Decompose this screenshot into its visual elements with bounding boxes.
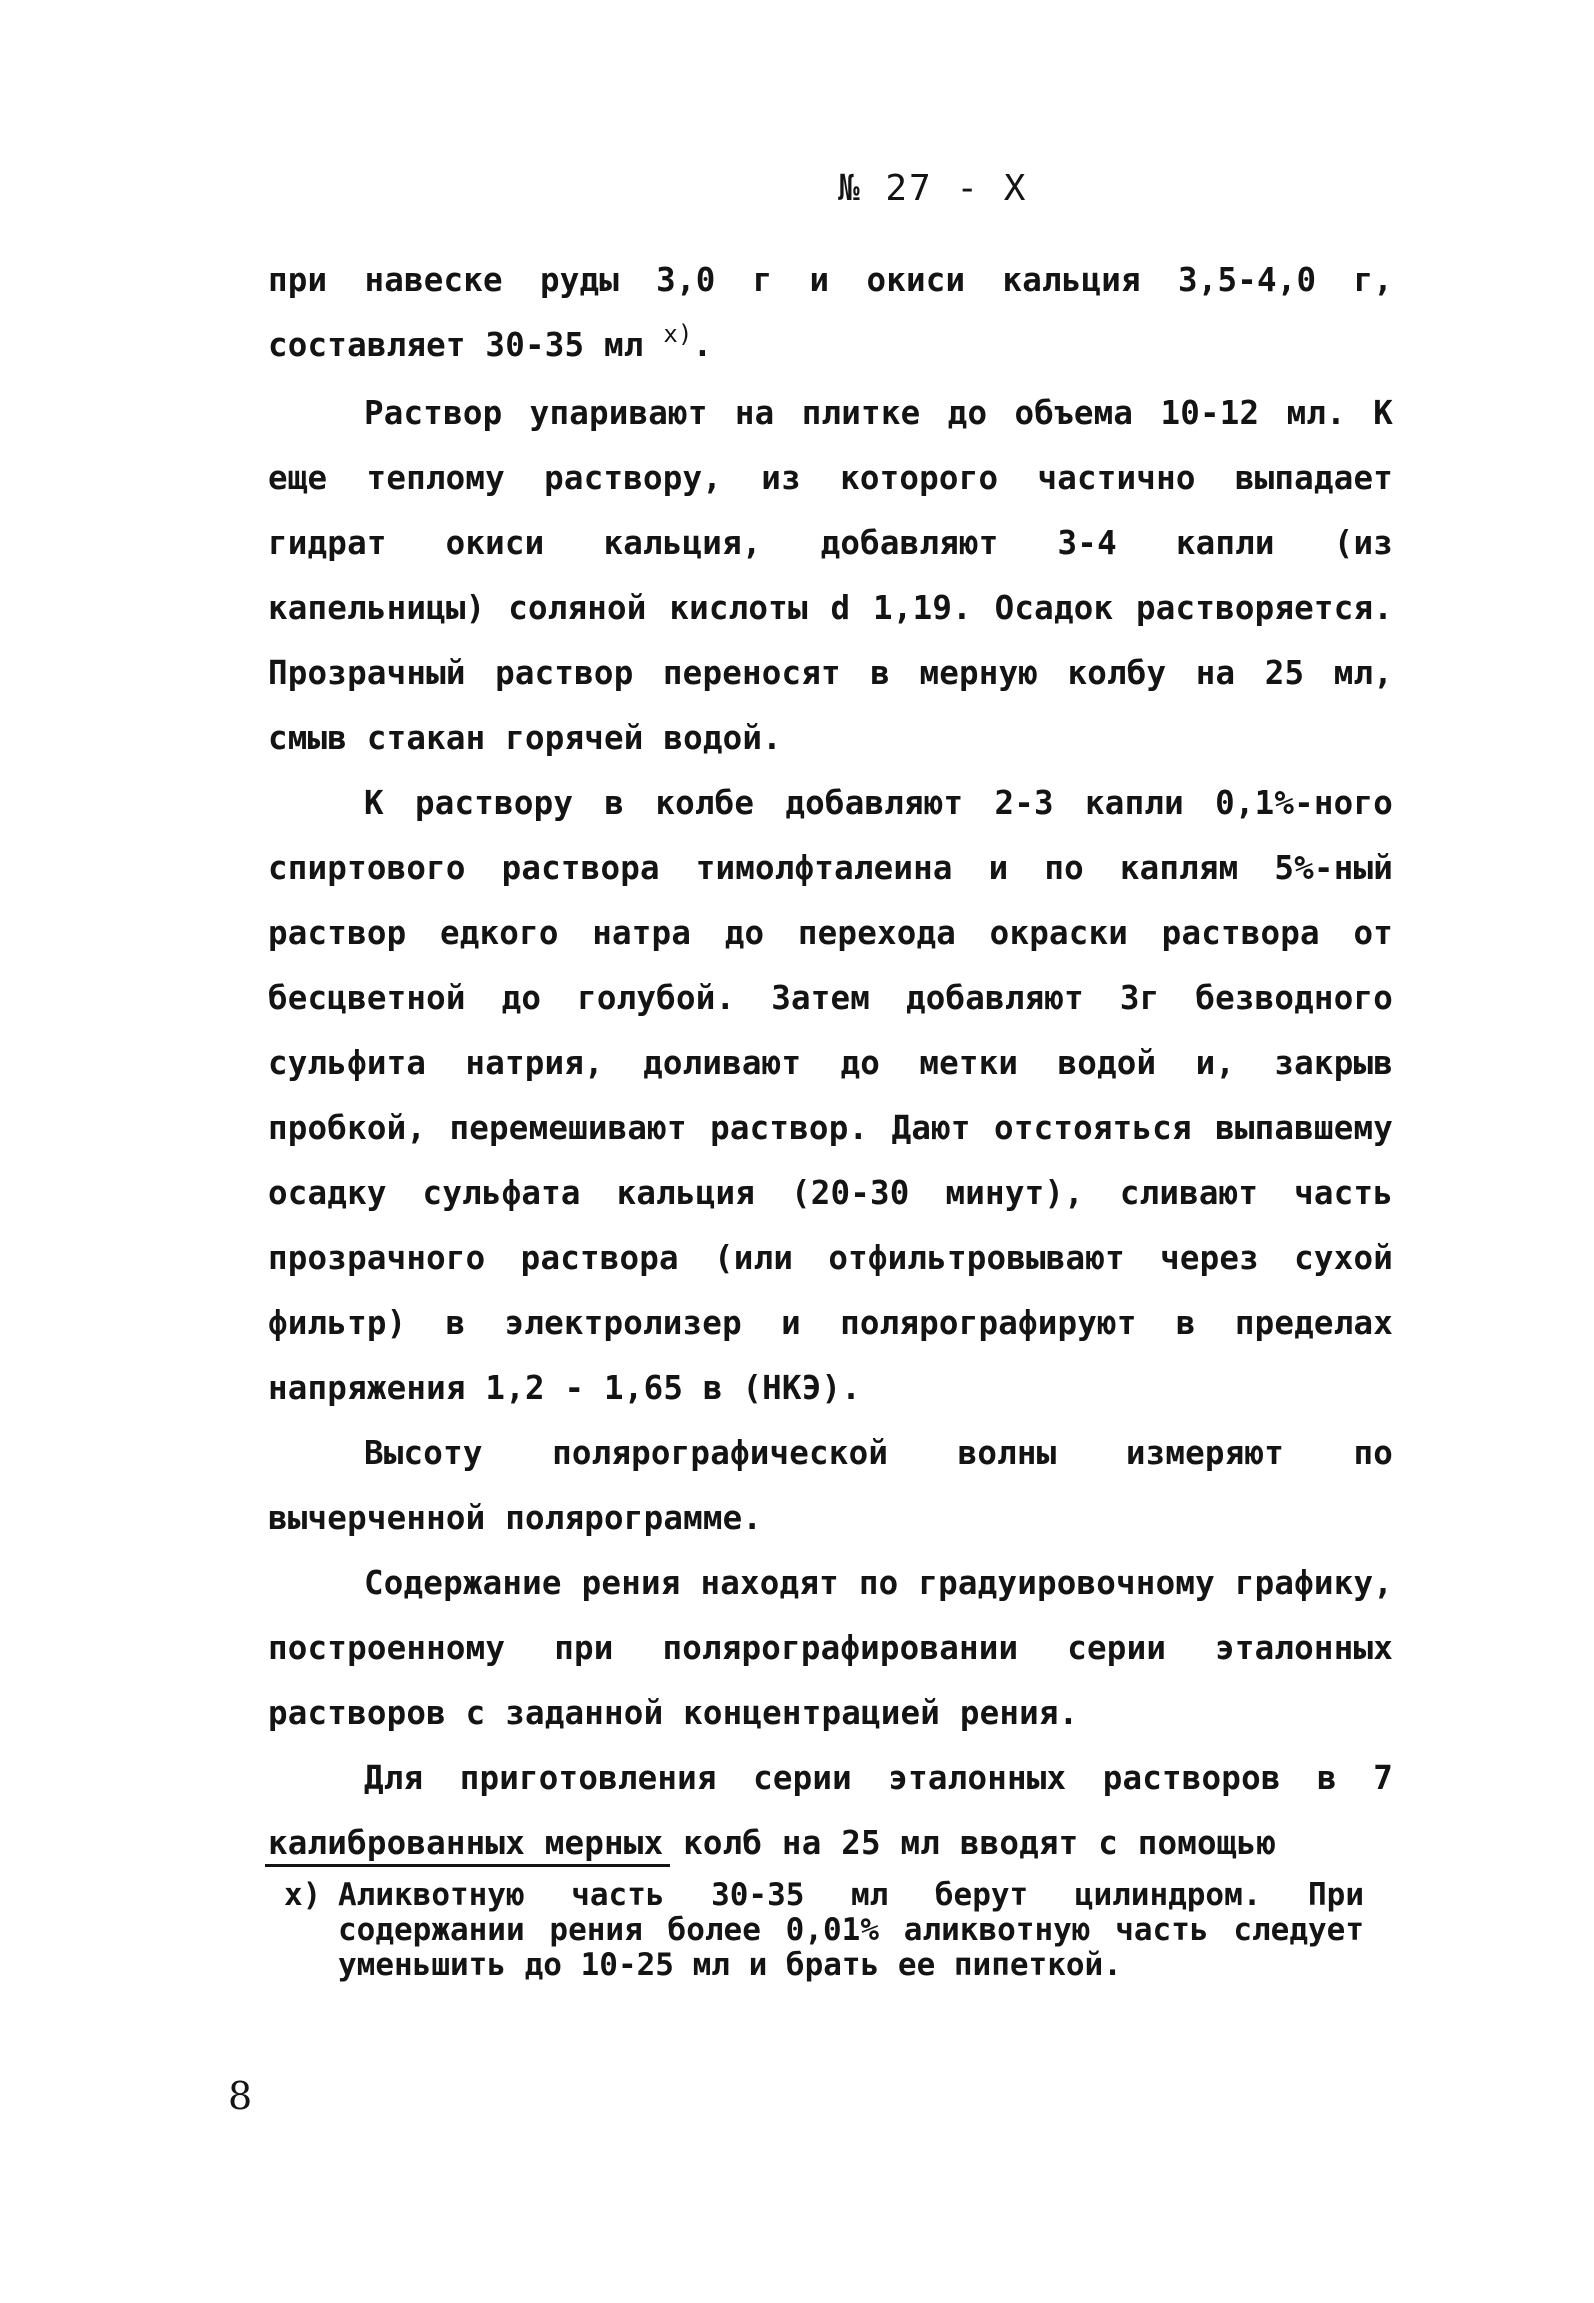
paragraph-6: Для приготовления серии эталонных растворов в 7 калиброванных мерных колб на 25 мл вводят с помощью [268, 1759, 1393, 1862]
footnote [284, 1878, 1364, 1983]
paragraph-1 [268, 248, 1393, 381]
footnote-text: Аликвотную часть 30-35 мл берут цилиндром. При содержании рения более 0,01% аликвотную часть следует уменьшить до 10-25 мл и брать ее пипеткой. [338, 1877, 1364, 1983]
footnote-marker: x) [284, 1877, 322, 1913]
paragraph-3: К раствору в колбе добавляют 2-3 капли 0,1%-ного спиртового раствора тимолфталеина и по каплям 5%-ный раствор едкого натра до перехода окраски раствора от бесцветной до голубой. Затем добавляют 3г безводного сульфита натрия, доливают до метки водой и, закрыв пробкой, перемешивают раствор. Дают отстояться выпавшему осадку сульфата кальция (20-30 минут), сливают часть прозрачного раствора (или отфильтровывают через сухой фильтр) в электролизер и полярографируют в пределах напряжения 1,2 - 1,65 в (НКЭ). [268, 784, 1393, 1407]
paragraph-1-text: при навеске руды 3,0 г и окиси кальция 3,5-4,0 г, составляет 30-35 мл [268, 261, 1393, 364]
body-text [268, 248, 1393, 1876]
paragraph-2: Раствор упаривают на плитке до объема 10-12 мл. К еще теплому раствору, из которого частично выпадает гидрат окиси кальция, добавляют 3-4 капли (из капельницы) соляной кислоты d 1,19. Осадок растворяется. Прозрачный раствор переносят в мерную колбу на 25 мл, смыв стакан горячей водой. [268, 394, 1393, 757]
footnote-reference: x) [663, 320, 693, 348]
paragraph-5: Содержание рения находят по градуировочному графику, построенному при полярографировании серии эталонных растворов с заданной концентрацией рения. [268, 1564, 1393, 1732]
paragraph-4: Высоту полярографической волны измеряют по вычерченной полярограмме. [268, 1434, 1393, 1537]
page-number: 8 [228, 2074, 253, 2118]
paragraph-1-tail: . [692, 326, 713, 364]
document-header: № 27 - X [838, 168, 1028, 209]
footnote-divider [265, 1864, 670, 1867]
